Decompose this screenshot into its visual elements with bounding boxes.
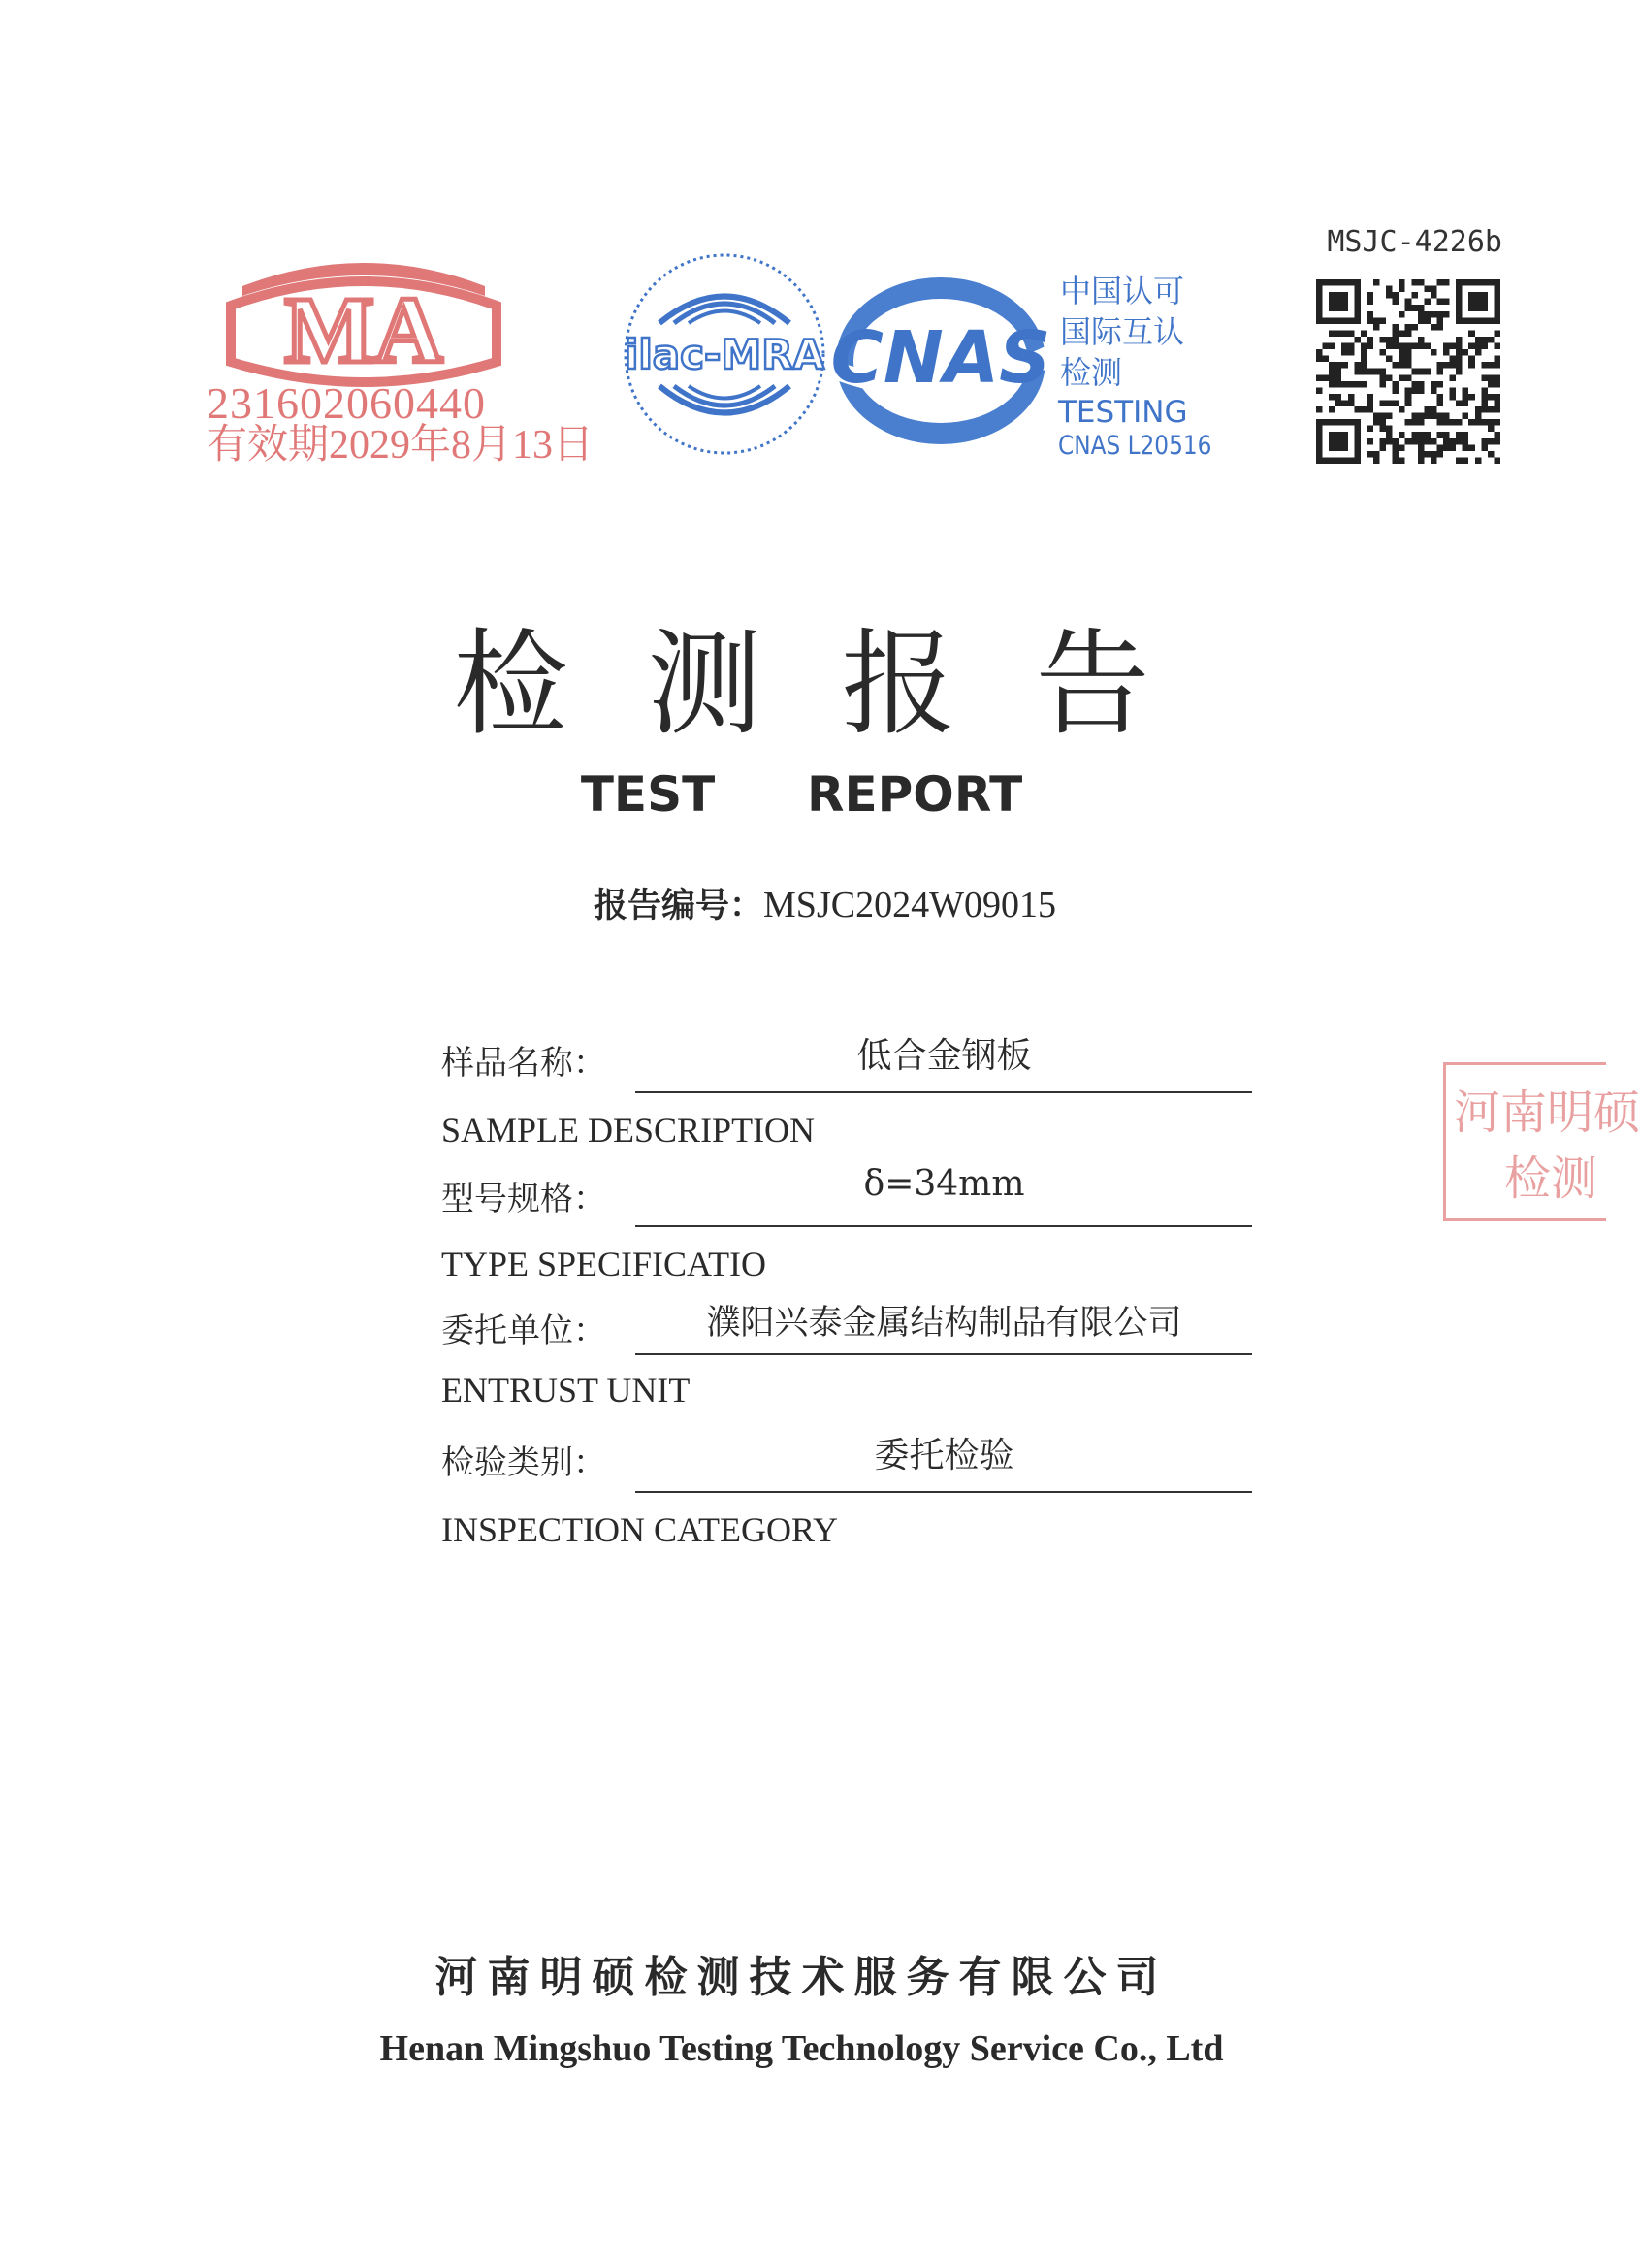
report-number-label: 报告编号： — [594, 887, 764, 925]
field-label-en: SAMPLE DESCRIPTION — [441, 1111, 816, 1150]
field-label-cn: 样品名称： — [441, 1044, 606, 1083]
report-number-value: MSJC2024W09015 — [763, 885, 1056, 925]
cnas-logo — [832, 274, 1070, 448]
cnas-code: CNAS L20516 — [1058, 431, 1212, 461]
field-value: 濮阳兴泰金属结构制品有限公司 — [706, 1304, 1182, 1343]
company-name-en: Henan Mingshuo Testing Technology Service Co., Ltd — [379, 2028, 1224, 2069]
cnas-text-line1: 中国认可 — [1060, 273, 1185, 309]
field-label-en: ENTRUST UNIT — [441, 1371, 691, 1409]
qr-code-icon — [1316, 277, 1500, 466]
document-code: MSJC-4226b — [1327, 225, 1502, 259]
field-label-cn: 委托单位： — [441, 1312, 606, 1350]
report-title-en: TEST REPORT — [580, 766, 1023, 823]
company-name-cn: 河南明硕检测技术服务有限公司 — [434, 1953, 1169, 2002]
cnas-testing: TESTING — [1058, 395, 1188, 430]
seal-text-line1: 河南明硕 — [1454, 1085, 1640, 1140]
field-underline — [635, 1353, 1252, 1355]
cma-validity: 有效期2029年8月13日 — [207, 423, 595, 468]
field-underline — [635, 1091, 1252, 1093]
ilac-text: ilac-MRA — [624, 331, 825, 378]
cnas-text-line2: 国际互认 — [1060, 313, 1185, 350]
field-underline — [635, 1225, 1252, 1227]
field-label-en: TYPE SPECIFICATIO — [441, 1245, 767, 1283]
field-label-cn: 检验类别： — [441, 1443, 606, 1482]
cma-number: 231602060440 — [207, 378, 486, 428]
field-value: δ=34mm — [863, 1164, 1025, 1204]
report-number — [594, 879, 1056, 927]
field-value: 低合金钢板 — [856, 1036, 1032, 1076]
cma-logo-text: MA — [284, 278, 443, 383]
cnas-text-line3: 检测 — [1060, 354, 1123, 391]
company-seal — [1443, 1062, 1640, 1221]
ilac-mra-logo — [621, 250, 829, 459]
field-label-cn: 型号规格： — [441, 1180, 606, 1218]
field-underline — [635, 1491, 1252, 1493]
report-title-cn: 检测报告 — [453, 617, 1230, 751]
field-value: 委托检验 — [874, 1436, 1014, 1475]
field-label-en: INSPECTION CATEGORY — [441, 1510, 839, 1549]
cnas-logo-text: CNAS — [830, 316, 1051, 400]
seal-text-line2: 检测 — [1504, 1151, 1598, 1206]
